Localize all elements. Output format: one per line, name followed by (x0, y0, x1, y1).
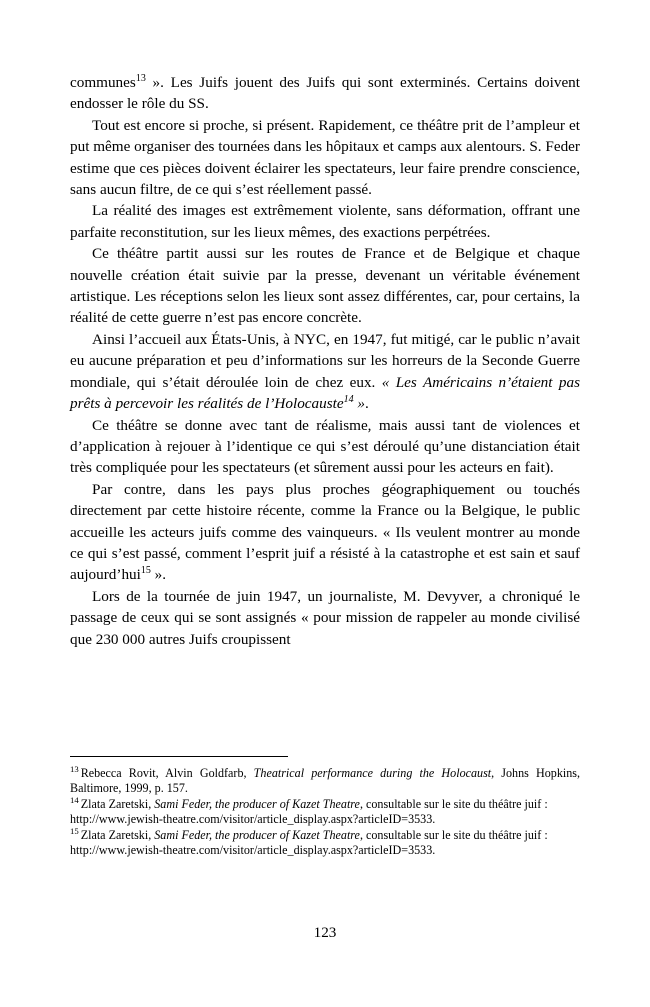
text-run: Tout est encore si proche, si présent. Rapidement, ce théâtre prit de l’ampleur et put même organiser des tournées dans les hôpitaux et camps aux alentours. S. Feder estime que ces pièces doivent éclairer les spectateurs, leur faire prendre conscience, sans aucun filtre, de ce qui s’est réellement passé. (70, 116, 580, 199)
page-number: 123 (313, 924, 337, 941)
footnote-15 (70, 825, 580, 843)
paragraph (70, 479, 580, 586)
paragraph (70, 115, 580, 201)
footnote-number-14: 14 (70, 794, 79, 805)
footnote-url-14[interactable]: http://www.jewish-theatre.com/visitor/article_display.aspx?articleID=3533. (70, 812, 436, 827)
italic-text: » (353, 395, 365, 413)
italic-text: « Les Américains n’étaient pas prêts à percevoir les réalités de l’Holocauste (70, 373, 580, 413)
text-run: Ainsi l’accueil aux États-Unis, à NYC, en 1947, fut mitigé, car le public n’avait eu aucune préparation et peu d’informations sur les horreurs de la Seconde Guerre mondiale, qui s’était déroulée loin de chez eux. (70, 330, 580, 391)
text-run: Ce théâtre partit aussi sur les routes de France et de Belgique et chaque nouvelle création était suivie par la presse, devenant un véritable événement artistique. Les réceptions selon les lieux sont assez différentes, car, pour certains, la réalité de cette guerre n’est pas encore concrète. (70, 245, 580, 327)
text-run: , Johns Hopkins, Baltimore, 1999, p. 157. (70, 766, 580, 796)
italic-text: Sami Feder, the producer of Kazet Theatre (154, 796, 360, 811)
italic-text: Theatrical performance during the Holocaust (253, 766, 492, 780)
text-run: , consultable sur le site du théâtre juif : (359, 796, 548, 811)
text-run: ». Les Juifs jouent des Juifs qui sont exterminés. Certains doivent endosser le rôle du SS. (70, 74, 580, 113)
paragraph (70, 415, 580, 479)
paragraph (70, 329, 580, 415)
text-run: . (365, 395, 369, 413)
footnote-14 (70, 794, 580, 812)
footnote-number-15: 15 (70, 825, 79, 836)
text-run: ». (150, 566, 167, 584)
text-run: Par contre, dans les pays plus proches géographiquement ou touchés directement par cette histoire récente, comme la France ou la Belgique, le public accueille les acteurs juifs comme des vainqueurs. « Ils veulent montrer au monde ce qui s’est passé, comment l’esprit juif a résisté à la catastrophe et est sain et sauf aujourd’hui (70, 480, 580, 584)
footnote-url-15[interactable]: http://www.jewish-theatre.com/visitor/article_display.aspx?articleID=3533. (70, 843, 436, 858)
text-run: Zlata Zaretski, (80, 796, 155, 811)
text-run: Ce théâtre se donne avec tant de réalisme, mais aussi tant de violences et d’application à rejouer à l’identique ce qui s’est déroulé qu’une distanciation était très compliquée pour les spectateurs (et sûrement aussi pour les acteurs en fait). (70, 416, 580, 477)
footnote-reference-14[interactable]: 14 (343, 394, 354, 406)
text-run: La réalité des images est extrêmement violente, sans déformation, offrant une parfaite reconstitution, sur les lieux mêmes, des exactions perpétrées. (70, 202, 580, 241)
footnote-reference-13[interactable]: 13 (135, 72, 146, 84)
footnote-reference-15[interactable]: 15 (140, 565, 151, 577)
text-run: , consultable sur le site du théâtre juif : (359, 827, 548, 842)
paragraph (70, 243, 580, 329)
footnote-separator-rule (70, 756, 288, 757)
body-text-block (70, 72, 580, 650)
paragraph (70, 586, 580, 650)
text-run: Zlata Zaretski, (80, 827, 155, 842)
italic-text: Sami Feder, the producer of Kazet Theatre (154, 827, 360, 842)
text-run: communes (70, 74, 136, 91)
paragraph (70, 72, 580, 115)
footnote-list (70, 763, 580, 858)
text-run: Lors de la tournée de juin 1947, un journaliste, M. Devyver, a chroniqué le passage de ceux qui se sont assignés « pour mission de rappeler au monde civilisé que 230 000 autres Juifs croupissent (70, 587, 580, 648)
text-run: Rebecca Rovit, Alvin Goldfarb, (80, 766, 254, 780)
footnote-13 (70, 763, 580, 797)
paragraph (70, 200, 580, 243)
footnote-number-13: 13 (70, 763, 79, 774)
footnote-area (70, 756, 580, 858)
